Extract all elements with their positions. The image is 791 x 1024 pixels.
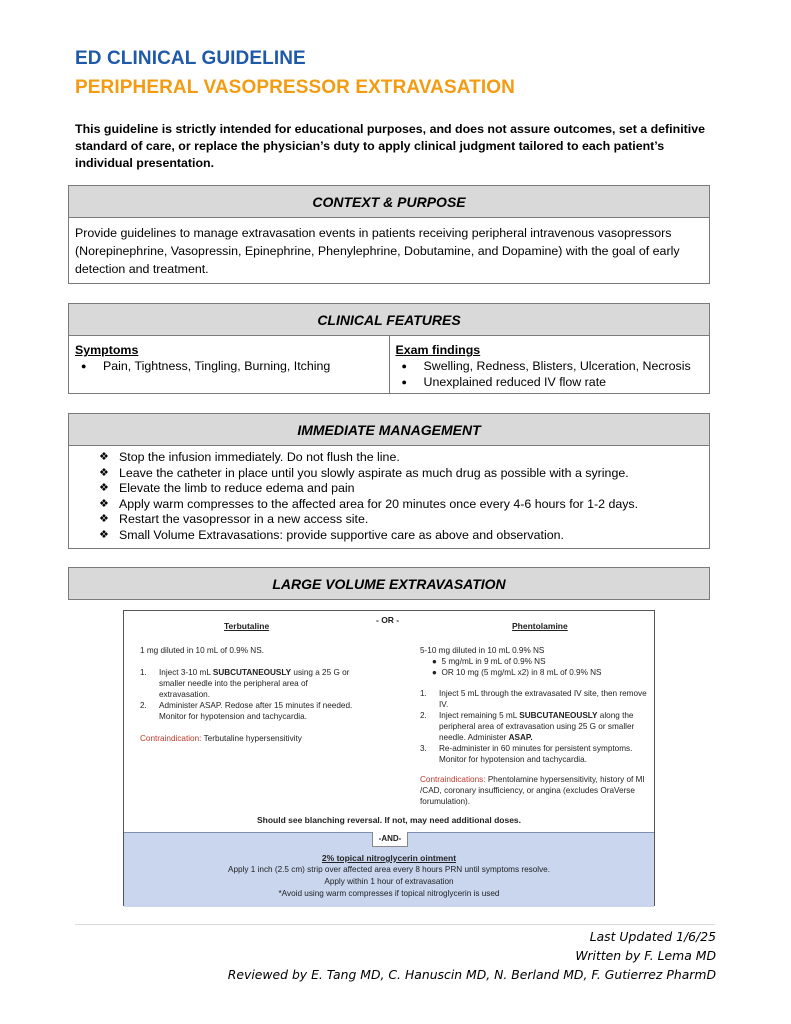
immediate-management-section [68, 413, 710, 549]
contraindication-label: Contraindications: [420, 775, 486, 784]
immediate-management-header: IMMEDIATE MANAGEMENT [69, 414, 709, 446]
management-step: ❖ Apply warm compresses to the affected area for 20 minutes once every 4-6 hours for 1-2 days. [69, 497, 709, 513]
clinical-features-header: CLINICAL FEATURES [69, 304, 709, 336]
step-emphasis: SUBCUTANEOUSLY [212, 668, 292, 677]
management-step: ❖ Elevate the limb to reduce edema and pain [69, 481, 709, 497]
phentolamine-contraindications [420, 774, 650, 807]
phentolamine-sub-2: ● OR 10 mg (5 mg/mL x2) in 8 mL of 0.9% NS [432, 668, 602, 677]
context-header: CONTEXT & PURPOSE [69, 186, 709, 218]
exam-item: ● Swelling, Redness, Blisters, Ulceration, Necrosis [396, 358, 704, 374]
and-label: -AND- [372, 832, 408, 847]
symptoms-title: Symptoms [75, 343, 139, 357]
phentolamine-step-3: 3. Re-administer in 60 minutes for persistent symptoms. Monitor for hypotension and tachycardia. [420, 743, 650, 765]
clinical-features-section [68, 303, 710, 394]
exam-column [389, 336, 710, 393]
contraindication-label: Contraindication: [140, 734, 202, 743]
terbutaline-title: Terbutaline [224, 621, 270, 631]
guideline-title: ED CLINICAL GUIDELINE [75, 48, 306, 69]
exam-item: ● Unexplained reduced IV flow rate [396, 374, 704, 390]
step-emphasis: ASAP. [508, 733, 533, 742]
nitroglycerin-line: Apply within 1 hour of extravasation [324, 877, 454, 886]
terbutaline-dilution: 1 mg diluted in 10 mL of 0.9% NS. [140, 646, 264, 655]
written-by: Written by F. Lema MD [575, 948, 716, 963]
management-step: ❖ Leave the catheter in place until you slowly aspirate as much drug as possible with a syringe. [69, 466, 709, 482]
large-volume-figure [123, 610, 655, 906]
symptoms-column [69, 336, 389, 393]
sub-text: OR 10 mg (5 mg/mL x2) in 8 mL of 0.9% NS [441, 668, 602, 677]
phentolamine-step-2: 2. Inject remaining 5 mL SUBCUTANEOUSLY along the peripheral area of extravasation using 25 G or smaller needle. Administer ASAP. [420, 711, 635, 742]
contraindication-text: Terbutaline hypersensitivity [201, 734, 302, 743]
phentolamine-column [420, 621, 650, 807]
nitroglycerin-title: 2% topical nitroglycerin ointment [321, 853, 457, 863]
phentolamine-title: Phentolamine [512, 621, 568, 631]
nitroglycerin-panel [124, 832, 654, 907]
phentolamine-step-1: 1. Inject 5 mL through the extravasated IV site, then remove IV. [420, 688, 650, 710]
management-step: ❖ Restart the vasopressor in a new access site. [69, 512, 709, 528]
blanching-note: Should see blanching reversal. If not, may need additional doses. [256, 815, 522, 825]
disclaimer: This guideline is strictly intended for educational purposes, and does not assure outcomes, set a definitive standard of care, or replace the physician’s duty to apply clinical judgment tailored to each patient’s individual presentation. [75, 122, 705, 170]
sub-text: 5 mg/mL in 9 mL of 0.9% NS [441, 657, 546, 666]
step-text: Re-administer in 60 minutes for persistent symptoms. Monitor for hypotension and tachycardia. [439, 744, 633, 764]
contraindication-text: Phentolamine hypersensitivity, history of MI /CAD, coronary insufficiency, or angina (excludes OraVerse forumulation). [420, 775, 645, 806]
step-text: Administer ASAP. Redose after 15 minutes if needed. Monitor for hypotension and tachycardia. [159, 701, 353, 721]
step-text: along the peripheral area of extravasation using 25 G or smaller needle. Administer [439, 711, 635, 742]
step-text: Inject 3-10 mL [159, 668, 213, 677]
footer-divider [75, 924, 715, 925]
context-section [68, 185, 710, 284]
phentolamine-dilution: 5-10 mg diluted in 10 mL 0.9% NS [420, 646, 545, 655]
step-text: Inject 5 mL through the extravasated IV site, then remove IV. [439, 689, 647, 709]
step-text: using a 25 G or smaller needle into the peripheral area of extravasation. [159, 668, 350, 699]
terbutaline-step-1: 1. Inject 3-10 mL SUBCUTANEOUSLY using a 25 G or smaller needle into the peripheral area of extravasation. [140, 668, 350, 699]
large-volume-header: LARGE VOLUME EXTRAVASATION [69, 568, 709, 599]
terbutaline-column [140, 621, 354, 744]
symptom-item: ● Pain, Tightness, Tingling, Burning, Itching [75, 358, 383, 374]
or-label: - OR - [376, 615, 400, 625]
management-step: ❖ Stop the infusion immediately. Do not flush the line. [69, 450, 709, 466]
phentolamine-sub-1: ● 5 mg/mL in 9 mL of 0.9% NS [432, 657, 546, 666]
last-updated: Last Updated 1/6/25 [589, 929, 716, 944]
guideline-subtitle: PERIPHERAL VASOPRESSOR EXTRAVASATION [75, 77, 515, 98]
exam-title: Exam findings [395, 343, 481, 357]
large-volume-section [68, 567, 710, 600]
terbutaline-contraindication [140, 733, 354, 744]
reviewed-by: Reviewed by E. Tang MD, C. Hanuscin MD, N. Berland MD, F. Gutierrez PharmD [227, 967, 716, 982]
step-emphasis: SUBCUTANEOUSLY [519, 711, 598, 720]
context-text: Provide guidelines to manage extravasation events in patients receiving peripheral intravenous vasopressors (Norepinephrine, Vasopressin, Epinephrine, Phenylephrine, Dobutamine, and Dopamine) with the goal of early detection and treatment. [75, 226, 680, 276]
step-text: Inject remaining 5 mL [439, 711, 520, 720]
terbutaline-step-2: 2. Administer ASAP. Redose after 15 minutes if needed. Monitor for hypotension and tachycardia. [140, 701, 353, 721]
management-step: ❖ Small Volume Extravasations: provide supportive care as above and observation. [69, 528, 709, 544]
nitroglycerin-line: Apply 1 inch (2.5 cm) strip over affected area every 8 hours PRN until symptoms resolve. [227, 865, 551, 874]
nitroglycerin-line: *Avoid using warm compresses if topical nitroglycerin is used [278, 889, 500, 898]
